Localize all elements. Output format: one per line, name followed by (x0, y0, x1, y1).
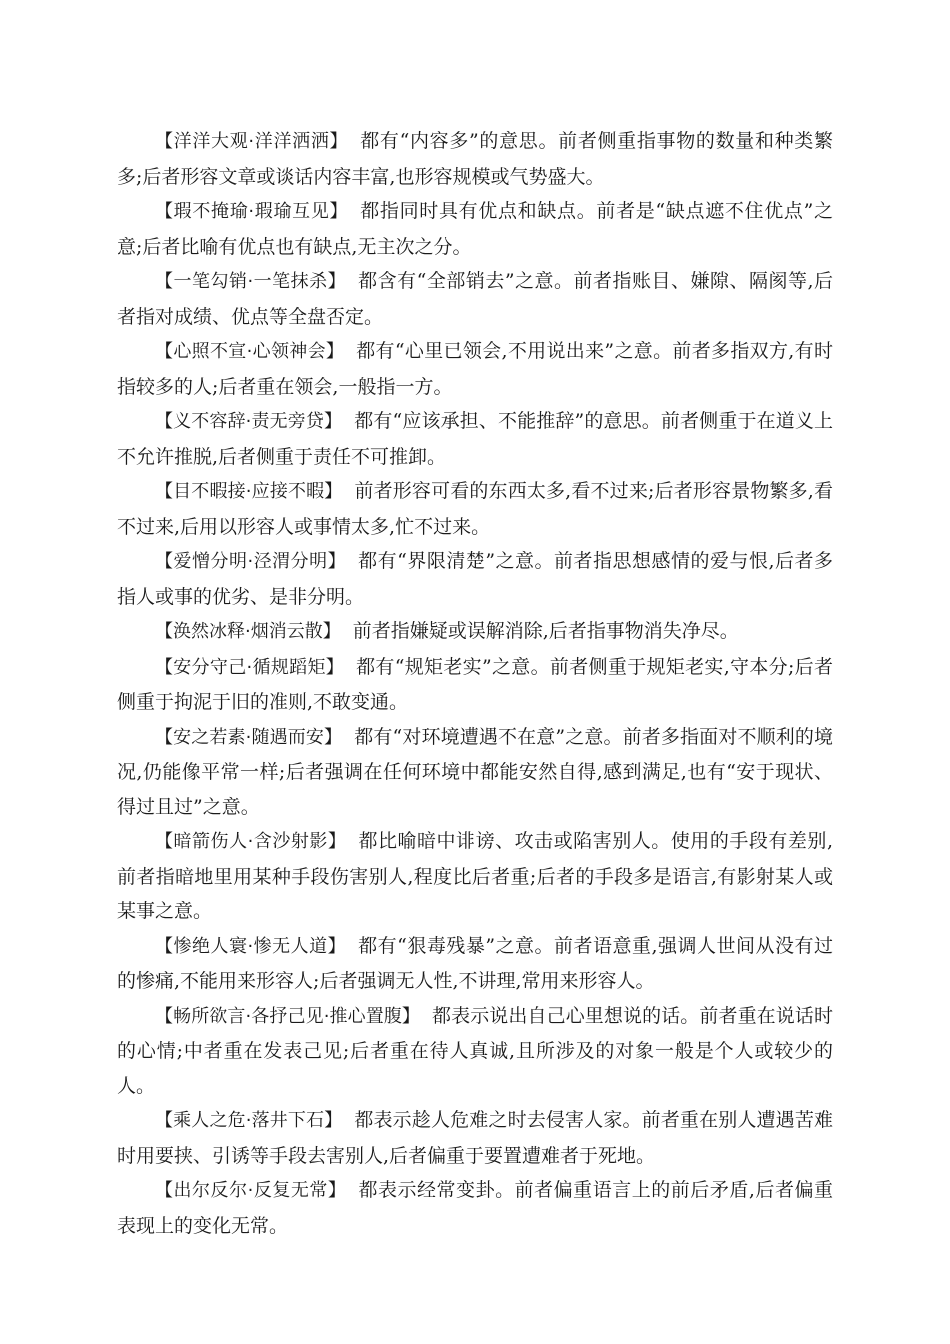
entry-term: 【心照不宣·心领神会】 (155, 341, 345, 362)
entry-term: 【目不暇接·应接不暇】 (155, 481, 343, 502)
entry-term: 【安分守己·循规蹈矩】 (155, 656, 345, 678)
entry-term: 【涣然冰释·烟消云散】 (155, 621, 341, 642)
entry-14 (117, 1103, 833, 1173)
entry-text: 都有“应该承担、不能推辞”的意思。前者侧重于在道义上不允许推脱,后者侧重于责任不可推卸。 (117, 410, 833, 468)
entry-text: 都比喻暗中诽谤、攻击或陷害别人。使用的手段有差别,前者指暗地里用某种手段伤害别人,程度比后者重;后者的手段多是语言,有影射某人或某事之意。 (117, 830, 833, 922)
entry-text: 都有“狠毒残暴”之意。前者语意重,强调人世间从没有过的惨痛,不能用来形容人;后者强调无人性,不讲理,常用来形容人。 (117, 934, 833, 992)
entry-4 (117, 334, 833, 404)
entry-term: 【爱憎分明·泾渭分明】 (155, 551, 347, 572)
entry-13 (117, 999, 833, 1104)
entry-text: 前者指嫌疑或误解消除,后者指事物消失净尽。 (352, 620, 739, 642)
entry-term: 【安之若素·随遇而安】 (155, 726, 343, 748)
entry-term: 【义不容辞·责无旁贷】 (155, 411, 343, 432)
entry-11 (117, 824, 833, 929)
entry-9 (117, 650, 833, 720)
entry-12 (117, 929, 833, 999)
entry-8 (117, 614, 833, 650)
entry-10 (117, 720, 833, 825)
entry-7 (117, 544, 833, 614)
entry-3 (117, 264, 833, 334)
entry-2 (117, 194, 833, 264)
entry-15 (117, 1173, 833, 1243)
entry-text: 都有“界限清楚”之意。前者指思想感情的爱与恨,后者多指人或事的优劣、是非分明。 (117, 550, 833, 608)
entry-term: 【一笔勾销·一笔抹杀】 (155, 271, 347, 292)
entry-term: 【瑕不掩瑜·瑕瑜互见】 (155, 201, 349, 222)
entry-text: 都含有“全部销去”之意。前者指账目、嫌隙、隔阂等,后者指对成绩、优点等全盘否定。 (117, 270, 833, 328)
entry-term: 【暗箭伤人·含沙射影】 (155, 831, 347, 852)
entry-6 (117, 474, 833, 544)
entry-term: 【惨绝人寰·惨无人道】 (155, 935, 347, 957)
entry-text: 都有“心里已领会,不用说出来”之意。前者多指双方,有时指较多的人;后者重在领会,一般指一方。 (117, 340, 833, 398)
entry-text: 都表示说出自己心里想说的话。前者重在说话时的心情;中者重在发表己见;后者重在待人真诚,且所涉及的对象一般是个人或较少的人。 (117, 1004, 833, 1097)
entry-text: 都指同时具有优点和缺点。前者是“缺点遮不住优点”之意;后者比喻有优点也有缺点,无主次之分。 (117, 200, 833, 258)
entry-text: 前者形容可看的东西太多,看不过来;后者形容景物繁多,看不过来,后用以形容人或事情太多,忙不过来。 (117, 480, 833, 538)
document-page (117, 124, 833, 1243)
entry-term: 【乘人之危·落井下石】 (155, 1110, 343, 1131)
entry-text: 都有“规矩老实”之意。前者侧重于规矩老实,守本分;后者侧重于拘泥于旧的准则,不敢变通。 (117, 655, 833, 713)
entry-term: 【出尔反尔·反复无常】 (155, 1180, 347, 1201)
entry-text: 都有“内容多”的意思。前者侧重指事物的数量和种类繁多;后者形容文章或谈话内容丰富,也形容规模或气势盛大。 (117, 130, 833, 188)
entry-text: 都表示趁人危难之时去侵害人家。前者重在别人遭遇苦难时用要挟、引诱等手段去害别人,后者偏重于要置遭难者于死地。 (117, 1109, 833, 1167)
entry-5 (117, 404, 833, 474)
entry-term: 【洋洋大观·洋洋洒洒】 (155, 131, 349, 152)
entry-text: 都有“对环境遭遇不在意”之意。前者多指面对不顺利的境况,仍能像平常一样;后者强调在任何环境中都能安然自得,感到满足,也有“安于现状、得过且过”之意。 (117, 725, 833, 818)
entry-text: 都表示经常变卦。前者偏重语言上的前后矛盾,后者偏重表现上的变化无常。 (117, 1179, 833, 1237)
entry-term: 【畅所欲言·各抒己见·推心置腹】 (155, 1005, 421, 1027)
entry-1 (117, 124, 833, 194)
